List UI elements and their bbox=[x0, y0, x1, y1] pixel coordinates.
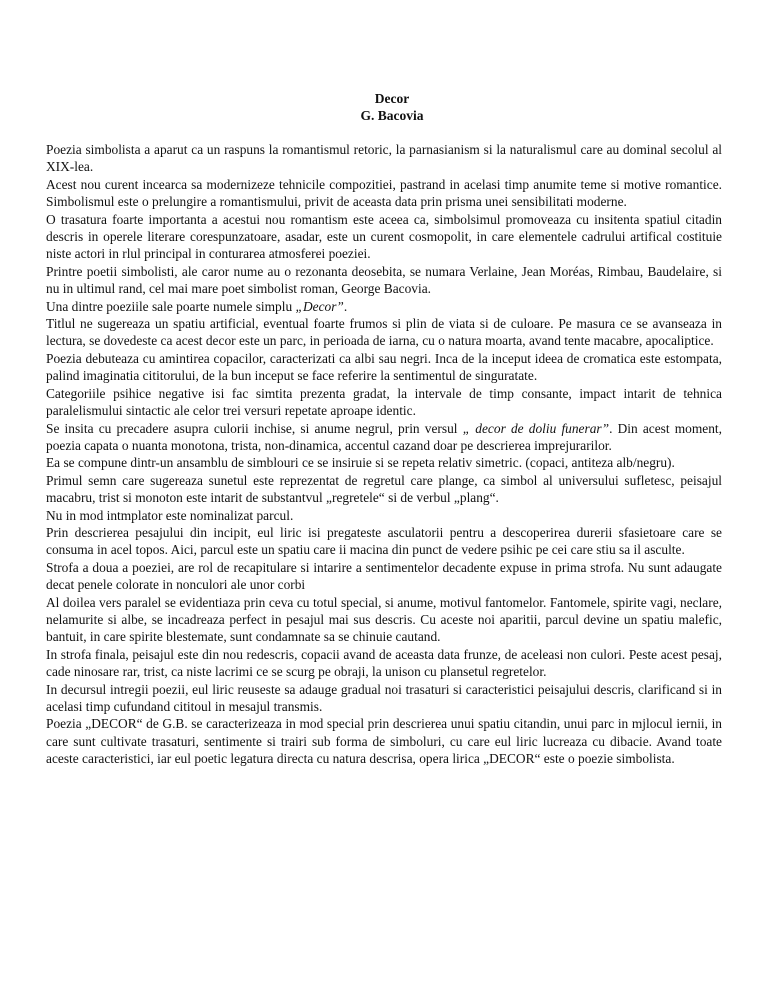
paragraph-text: Una dintre poeziile sale poarte numele simplu bbox=[46, 298, 296, 314]
paragraph bbox=[46, 298, 722, 315]
paragraph-text: Se insita cu precadere asupra culorii inchise, si anume negrul, prin versul bbox=[46, 420, 463, 436]
paragraph: Strofa a doua a poeziei, are rol de recapitulare si intarire a sentimentelor decadente expuse in prima strofa. Nu sunt adaugate decat penele colorate in nonculori ale unor corbi bbox=[46, 559, 722, 593]
paragraph: Ea se compune dintr-un ansamblu de simblouri ce se insiruie si se repeta relativ simetric. (copaci, antiteza alb/negru). bbox=[46, 455, 675, 471]
paragraph: Poezia debuteaza cu amintirea copacilor, caracterizati ca albi sau negri. Inca de la inceput ideea de cromatica este estompata, palind imaginatia cititorului, de la bun inceput se face referire la sentimentul de singuratate. bbox=[46, 350, 722, 384]
title-block bbox=[46, 90, 722, 124]
document-author: G. Bacovia bbox=[360, 108, 424, 123]
paragraph: Poezia simbolista a aparut ca un raspuns la romantismul retoric, la parnasianism si la naturalismul care au dominal secolul al XIX-lea. bbox=[46, 142, 722, 175]
paragraph: O trasatura foarte importanta a acestui nou romantism este aceea ca, simbolsimul promoveaza cu insitenta spatiul citadin descris in operele literare corespunzatoare, asadar, este un curent cosmopolit, in care elementele cadrului artifical costituie niste actori in rlul principal in conturarea atmosferei poeziei. bbox=[46, 211, 722, 262]
poem-title-emphasis: „Decor” bbox=[295, 298, 344, 314]
paragraph: Primul semn care sugereaza sunetul este reprezentat de regretul care plange, ca simbol al universului sufletesc, peisajul macabru, trist si monoton este intarit de substantvul „regretele“ si de verbul „plang“. bbox=[46, 472, 722, 506]
paragraph bbox=[46, 420, 722, 455]
paragraph: Printre poetii simbolisti, ale caror nume au o rezonanta deosebita, se numara Verlaine, Jean Moréas, Rimbau, Baudelaire, si nu in ultimul rand, cel mai mare poet simbolist roman, George Bacovia. bbox=[46, 263, 722, 297]
body-text bbox=[46, 141, 722, 768]
paragraph: Nu in mod intmplator este nominalizat parcul. bbox=[46, 507, 294, 523]
paragraph: In decursul intregii poezii, eul liric reuseste sa adauge gradual noi trasaturi si caracteristici peisajului descris, clarificand si in acelasi timp cufundand cititoul in mesajul transmis. bbox=[46, 681, 722, 714]
paragraph: Titlul ne sugereaza un spatiu artificial, eventual foarte frumos si plin de viata si de culoare. Pe masura ce se avanseaza in lectura, se dovedeste ca acest decor este un parc, in perioada de iarna, cu o natura moarta, avand tente macabre, apocaliptice. bbox=[46, 316, 722, 349]
paragraph-text: . bbox=[343, 298, 348, 314]
paragraph: In strofa finala, peisajul este din nou redescris, copacii avand de aceasta data frunze, de aceleasi non culori. Peste acest pesaj, cade ninosare rar, trist, ca niste lacrimi ce se scurg pe obraji, la unison cu plansetul regretelor. bbox=[46, 646, 722, 680]
paragraph: Poezia „DECOR“ de G.B. se caracterizeaza in mod special prin descrierea unui spatiu citandin, unui parc in mjlocul iernii, in care sunt cultivate trasaturi, sentimente si trairi sub forma de simboluri, cu care eul liric lucreaza cu dibacie. Avand toate aceste caracteristici, iar eul poetic legatura directa cu natura descrisa, opera lirica „DECOR“ este o poezie simbolista. bbox=[46, 716, 722, 767]
paragraph: Categoriile psihice negative isi fac simtita prezenta gradat, la intervale de timp consante, impact intarit de tehnica paralelismului sintactic ale celor trei versuri repetate aproape identic. bbox=[46, 385, 722, 419]
document-page bbox=[46, 90, 722, 768]
document-title: Decor bbox=[374, 91, 410, 106]
paragraph: Prin descrierea pesajului din incipit, eul liric isi pregateste asculatorii pentru a descoperirea durerii sfasietoare care se consuma in acel topos. Aici, parcul este un spatiu care ii macina din punct de vedere psihic pe cei care stiu sa il asculte. bbox=[46, 524, 722, 558]
paragraph: Acest nou curent incearca sa modernizeze tehnicile compozitiei, pastrand in acelasi timp anumite teme si motive romantice. Simbolismul este o prelungire a romantismului, privit de aceasta data prin prisma unei sensibilitati moderne. bbox=[46, 176, 722, 210]
paragraph-text: . Din acest moment, poezia capata o nuanta monotona, trista, non-dinamica, accentul cazand doar pe descrierea imprejurarilor. bbox=[46, 420, 722, 453]
paragraph: Al doilea vers paralel se evidentiaza prin ceva cu totul special, si anume, motivul fantomelor. Fantomele, spirite vagi, neclare, nelamurite si albe, se incadreaza perfect in pesajul mai sus descris. Cu aceste noi aparitii, parcul devine un spatiu malefic, bantuit, in care spirite blestemate, sunt condamnate sa se chinuie cautand. bbox=[46, 594, 722, 645]
verse-quote-emphasis: „ decor de doliu funerar” bbox=[462, 420, 610, 436]
